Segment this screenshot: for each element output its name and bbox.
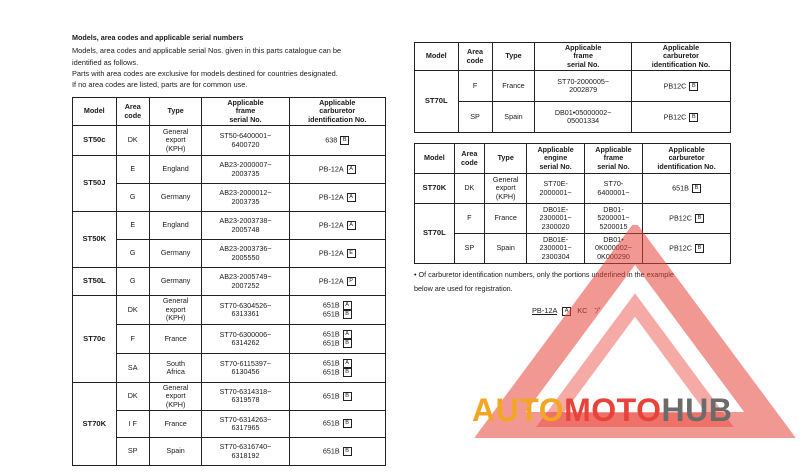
type-cell: England (149, 212, 202, 240)
frame-serial-cell: ST70- 6400001~ (584, 174, 642, 204)
carburetor-badge: B (343, 419, 352, 428)
engine-serial-cell: DB01E- 2300001~ 2300020 (527, 204, 584, 234)
header-row (415, 144, 731, 174)
column-header: Applicable frame serial No. (584, 144, 642, 174)
column-header: Area code (458, 43, 492, 71)
type-cell: Germany (149, 268, 202, 296)
engine-serial-cell: DB01E- 2300001~ 2300304 (527, 234, 584, 264)
area-code-cell: G (116, 268, 149, 296)
carburetor-number: 651B (322, 391, 340, 401)
area-code-cell: SP (116, 438, 149, 466)
type-cell: General export (KPH) (149, 383, 202, 411)
carburetor-number: PB-12A (318, 192, 344, 202)
table-row (415, 102, 731, 133)
carburetor-badge: B (343, 339, 352, 348)
carburetor-cell (289, 354, 385, 383)
carburetor-cell (289, 410, 385, 438)
carburetor-number: 651B (322, 358, 340, 368)
area-code-cell: E (116, 212, 149, 240)
carburetor-badge: A (343, 301, 352, 310)
carburetor-badge: B (343, 447, 352, 456)
carburetor-cell (289, 268, 385, 296)
footnote-line: below are used for registration. (414, 284, 513, 293)
frame-serial-cell: ST70-6304526~ 6313361 (202, 296, 289, 325)
carburetor-cell (289, 438, 385, 466)
type-cell: France (484, 204, 526, 234)
carburetor-cell (289, 156, 385, 184)
example-suffix: KC (577, 306, 588, 315)
model-cell: ST70K (73, 383, 117, 466)
table-row (415, 204, 731, 234)
model-cell: ST50L (73, 268, 117, 296)
table-row (73, 325, 386, 354)
carburetor-cell (643, 234, 731, 264)
watermark-part: MOTO (564, 392, 662, 428)
area-code-cell: DK (116, 383, 149, 411)
carburetor-cell (289, 240, 385, 268)
carburetor-badge: B (689, 113, 698, 122)
area-code-cell: F (116, 325, 149, 354)
carburetor-cell (289, 212, 385, 240)
column-header: Applicable carburetor identification No. (631, 43, 730, 71)
carburetor-cell (289, 325, 385, 354)
example-badge: A (562, 307, 571, 316)
serial-table-right-bottom (414, 143, 731, 264)
frame-serial-cell: ST70-6314263~ 6317965 (202, 410, 289, 438)
intro-heading: Models, area codes and applicable serial numbers (72, 33, 244, 42)
column-header: Type (492, 43, 535, 71)
area-code-cell: DK (116, 126, 149, 156)
area-code-cell: E (116, 156, 149, 184)
header-row (415, 43, 731, 71)
frame-serial-cell: AB23-2000012~ 2003735 (202, 184, 289, 212)
frame-serial-cell: ST70-6316740~ 6318192 (202, 438, 289, 466)
carburetor-badge: B (692, 184, 701, 193)
carburetor-badge: A (343, 359, 352, 368)
area-code-cell: SA (116, 354, 149, 383)
carburetor-number: PB-12A (318, 248, 344, 258)
watermark-part: AUTO (472, 392, 565, 428)
table-row (73, 268, 386, 296)
intro-line: Parts with area codes are exclusive for models destined for countries designated. (72, 68, 338, 78)
table-row (415, 71, 731, 102)
carburetor-cell (643, 174, 731, 204)
area-code-cell: I F (116, 410, 149, 438)
type-cell: France (149, 325, 202, 354)
column-header: Applicable carburetor identification No. (643, 144, 731, 174)
table-row (73, 184, 386, 212)
carburetor-badge: B (343, 310, 352, 319)
table-row (73, 410, 386, 438)
carburetor-badge: A (347, 193, 356, 202)
carburetor-cell (631, 102, 730, 133)
table-row (415, 174, 731, 204)
frame-serial-cell: AB23-2000007~ 2003735 (202, 156, 289, 184)
frame-serial-cell: DB01•05000002~ 05001334 (535, 102, 632, 133)
intro-line: identified as follows. (72, 57, 139, 67)
column-header: Type (484, 144, 526, 174)
column-header: Applicable engine serial No. (527, 144, 584, 174)
area-code-cell: F (454, 204, 484, 234)
column-header: Applicable frame serial No. (202, 98, 289, 126)
table-row (73, 354, 386, 383)
carburetor-cell (289, 296, 385, 325)
carburetor-cell (643, 204, 731, 234)
column-header: Area code (454, 144, 484, 174)
carburetor-number: 651B (322, 446, 340, 456)
example-code: PB-12A (532, 306, 558, 315)
carburetor-badge: B (343, 368, 352, 377)
type-cell: England (149, 156, 202, 184)
type-cell: General export (KPH) (149, 126, 202, 156)
carburetor-badge: B (695, 244, 704, 253)
model-cell: ST70K (415, 174, 455, 204)
table-row (73, 240, 386, 268)
table-row (73, 212, 386, 240)
carburetor-number: 651B (322, 300, 340, 310)
footnote (414, 268, 744, 296)
type-cell: General export (KPH) (484, 174, 526, 204)
frame-serial-cell: ST70-2000005~ 2002879 (535, 71, 632, 102)
column-header: Type (149, 98, 202, 126)
carburetor-number: 651B (322, 309, 340, 319)
carburetor-number: 651B (322, 329, 340, 339)
footnote-line: • Of carburetor identification numbers, only the portions underlined in the example (414, 270, 674, 279)
intro-text (72, 32, 392, 90)
type-cell: France (149, 410, 202, 438)
carburetor-number: PB12C (669, 213, 692, 223)
area-code-cell: F (458, 71, 492, 102)
table-row (415, 234, 731, 264)
model-cell: ST50K (73, 212, 117, 268)
carburetor-number: PB-12A (318, 220, 344, 230)
carburetor-badge: B (695, 214, 704, 223)
engine-serial-cell: ST70E- 2000001~ (527, 174, 584, 204)
area-code-cell: SP (454, 234, 484, 264)
table-row (73, 296, 386, 325)
watermark-text (472, 392, 732, 429)
frame-serial-cell: AB23-2005749~ 2007252 (202, 268, 289, 296)
carburetor-badge: A (347, 165, 356, 174)
model-cell: ST50c (73, 126, 117, 156)
type-cell: Spain (492, 102, 535, 133)
frame-serial-cell: DB01• 0K000002~ 0K000290 (584, 234, 642, 264)
area-code-cell: G (116, 240, 149, 268)
intro-line: If no area codes are listed, parts are for common use. (72, 80, 248, 90)
area-code-cell: G (116, 184, 149, 212)
type-cell: General export (KPH) (149, 296, 202, 325)
carburetor-cell (631, 71, 730, 102)
model-cell: ST70L (415, 71, 459, 133)
type-cell: Spain (149, 438, 202, 466)
frame-serial-cell: ST70-6115397~ 6130456 (202, 354, 289, 383)
watermark-part: HUB (661, 392, 733, 428)
carburetor-number: PB12C (663, 80, 687, 90)
column-header: Model (73, 98, 117, 126)
area-code-cell: DK (454, 174, 484, 204)
column-header: Model (415, 43, 459, 71)
type-cell: Germany (149, 184, 202, 212)
carburetor-number: PB12C (663, 111, 687, 121)
serial-table-right-top (414, 42, 731, 133)
table-row (73, 438, 386, 466)
type-cell: Spain (484, 234, 526, 264)
intro-line: Models, area codes and applicable serial Nos. given in this parts catalogue can be (72, 46, 342, 56)
column-header: Model (415, 144, 455, 174)
frame-serial-cell: AB23-2003736~ 2005550 (202, 240, 289, 268)
carburetor-badge: B (689, 82, 698, 91)
carburetor-number: 638 (325, 135, 338, 145)
carburetor-example (532, 305, 601, 316)
header-row (73, 98, 386, 126)
carburetor-number: 651B (672, 183, 689, 193)
carburetor-number: PB12C (669, 243, 692, 253)
column-header: Applicable carburetor identification No. (289, 98, 385, 126)
column-header: Area code (116, 98, 149, 126)
carburetor-number: 651B (322, 367, 340, 377)
carburetor-cell (289, 184, 385, 212)
carburetor-cell (289, 383, 385, 411)
carburetor-badge: A (347, 221, 356, 230)
serial-table-left (72, 97, 386, 466)
carburetor-badge: E (347, 249, 356, 258)
carburetor-badge: A (343, 330, 352, 339)
model-cell: ST70c (73, 296, 117, 383)
frame-serial-cell: DB01- 5200001~ 5200015 (584, 204, 642, 234)
area-code-cell: DK (116, 296, 149, 325)
table-row (73, 126, 386, 156)
frame-serial-cell: AB23-2003738~ 2005748 (202, 212, 289, 240)
carburetor-number: PB-12A (318, 164, 344, 174)
table-row (73, 156, 386, 184)
model-cell: ST50J (73, 156, 117, 212)
table-row (73, 383, 386, 411)
carburetor-badge: B (343, 392, 352, 401)
frame-serial-cell: ST50-6400001~ 6400720 (202, 126, 289, 156)
type-cell: Germany (149, 240, 202, 268)
model-cell: ST70L (415, 204, 455, 264)
carburetor-cell (289, 126, 385, 156)
carburetor-number: 651B (322, 338, 340, 348)
frame-serial-cell: ST70-6300006~ 6314262 (202, 325, 289, 354)
carburetor-badge: B (340, 136, 349, 145)
type-cell: France (492, 71, 535, 102)
type-cell: South Africa (149, 354, 202, 383)
frame-serial-cell: ST70-6314318~ 6319578 (202, 383, 289, 411)
column-header: Applicable frame serial No. (535, 43, 632, 71)
carburetor-badge: P (347, 277, 356, 286)
area-code-cell: SP (458, 102, 492, 133)
carburetor-number: 651B (322, 418, 340, 428)
example-mark: ア (593, 306, 601, 315)
carburetor-number: PB-12A (318, 276, 344, 286)
